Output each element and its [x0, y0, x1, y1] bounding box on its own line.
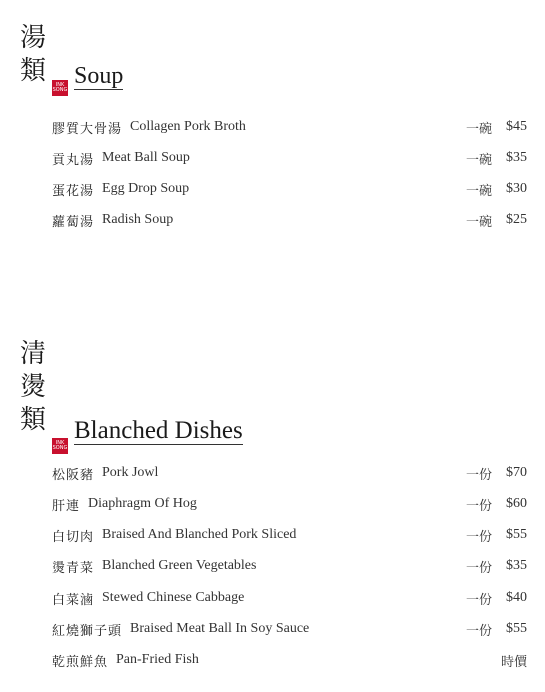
item-name-en: Collagen Pork Broth: [130, 119, 246, 134]
item-name-en: Diaphragm Of Hog: [88, 496, 197, 511]
item-name-zh: 肝連: [52, 498, 81, 514]
soup-title-zh-char: 湯: [20, 23, 47, 53]
blanched-title-zh-char: 清: [20, 339, 47, 369]
item-unit: 一碗: [465, 152, 492, 168]
blanched-title-en: Blanched Dishes: [74, 417, 243, 444]
item-name-en: Pork Jowl: [102, 465, 159, 480]
item-price: $30: [506, 181, 527, 196]
item-price: $60: [506, 496, 527, 511]
item-price: $35: [506, 558, 527, 573]
item-name-en: Egg Drop Soup: [102, 181, 190, 196]
item-price: $25: [506, 212, 527, 227]
ink-song-stamp-logo: INK SONG: [52, 438, 68, 454]
soup-title-zh-char: 類: [20, 56, 47, 86]
item-name-zh: 白菜滷: [52, 592, 95, 608]
menu-item: [52, 117, 527, 137]
item-name-en: Blanched Green Vegetables: [102, 558, 257, 573]
item-unit: 一份: [465, 529, 492, 545]
item-name-zh: 膠質大骨湯: [52, 121, 123, 137]
item-price: $35: [506, 150, 527, 165]
ink-song-stamp-logo: INK SONG: [52, 80, 68, 96]
item-name-en: Meat Ball Soup: [102, 150, 190, 165]
item-unit: 一份: [465, 560, 492, 576]
item-name-zh: 紅燒獅子頭: [52, 623, 123, 639]
menu-item: [52, 148, 527, 168]
item-name-zh: 乾煎鮮魚: [52, 654, 109, 670]
menu-item: [52, 179, 527, 199]
item-price: $45: [506, 119, 527, 134]
item-price: $70: [506, 465, 527, 480]
blanched-title-zh-char: 燙: [20, 372, 47, 402]
menu-item: [52, 494, 527, 514]
blanched-title-zh: [20, 338, 46, 437]
item-name-zh: 貢丸湯: [52, 152, 95, 168]
item-name-zh: 蛋花湯: [52, 183, 95, 199]
item-name-en: Braised Meat Ball In Soy Sauce: [130, 621, 310, 636]
item-price: $40: [506, 590, 527, 605]
item-unit: 一份: [465, 467, 492, 483]
item-name-en: Radish Soup: [102, 212, 174, 227]
item-name-zh: 白切肉: [52, 529, 95, 545]
item-unit: 一碗: [465, 183, 492, 199]
menu-item: [52, 210, 527, 230]
menu-item: [52, 619, 527, 639]
item-name-en: Braised And Blanched Pork Sliced: [102, 527, 297, 542]
item-price-market: 時價: [500, 654, 527, 670]
blanched-title-zh-char: 類: [20, 405, 47, 435]
soup-title-en: Soup: [74, 63, 124, 89]
menu-item: [52, 588, 527, 608]
item-name-zh: 燙青菜: [52, 560, 95, 576]
soup-title-zh: [20, 22, 46, 88]
item-price: $55: [506, 527, 527, 542]
item-name-zh: 蘿蔔湯: [52, 214, 95, 230]
menu-item: [52, 525, 527, 545]
menu-item: [52, 556, 527, 576]
item-name-en: Stewed Chinese Cabbage: [102, 590, 245, 605]
item-unit: 一份: [465, 623, 492, 639]
item-price: $55: [506, 621, 527, 636]
item-name-zh: 松阪豬: [52, 467, 95, 483]
menu-item: [52, 650, 527, 670]
item-unit: 一份: [465, 498, 492, 514]
item-unit: 一碗: [465, 121, 492, 137]
menu-item: [52, 463, 527, 483]
item-unit: 一份: [465, 592, 492, 608]
item-unit: 一碗: [465, 214, 492, 230]
item-name-en: Pan-Fried Fish: [116, 652, 199, 667]
